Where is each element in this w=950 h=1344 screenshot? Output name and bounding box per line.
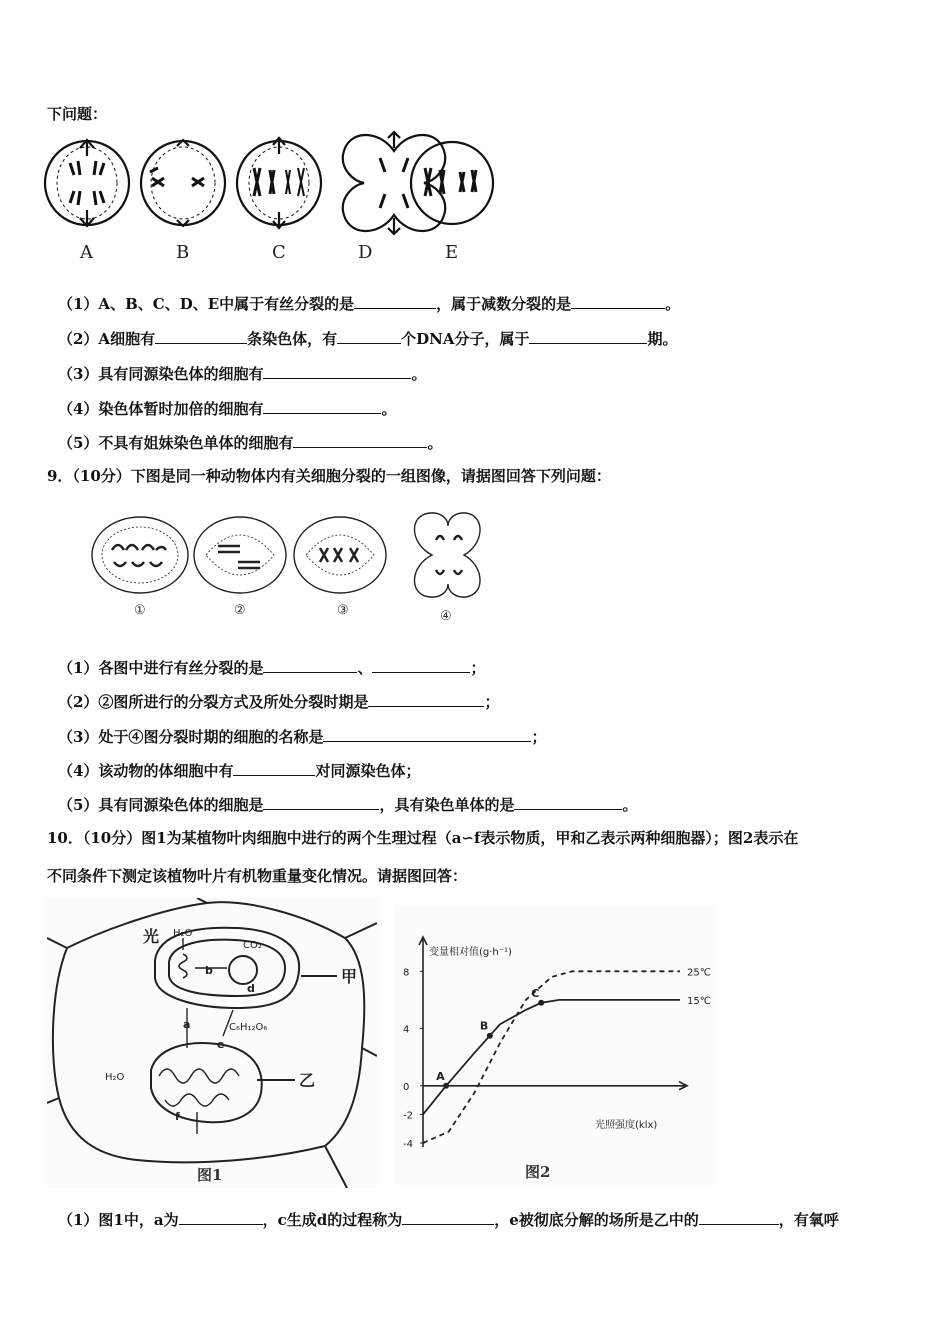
d-label: d [247, 982, 255, 995]
cell-label-b: B [176, 242, 190, 263]
answer-blank[interactable] [571, 293, 665, 309]
point-c [538, 1000, 544, 1006]
cell-label-d: D [358, 242, 373, 263]
cell-label-a: A [80, 242, 93, 263]
e-label: e [217, 1038, 225, 1051]
series-label: 25℃ [687, 967, 711, 979]
cell-label-2: ② [234, 603, 246, 618]
answer-blank[interactable] [293, 432, 427, 448]
y-axis-label: 变量相对值(g·h⁻¹) [429, 947, 512, 958]
q8-sub2: （2）A细胞有 条染色体，有 个DNA分子，属于 期。 [58, 330, 678, 348]
q9-title: 9．（10分）下图是同一种动物体内有关细胞分裂的一组图像，请据图回答下列问题： [47, 467, 611, 485]
answer-blank[interactable] [699, 1209, 779, 1225]
figure-2-chart [395, 905, 713, 1185]
answer-blank[interactable] [263, 398, 381, 414]
q8-sub4: （4）染色体暂时加倍的细胞有 。 [58, 400, 397, 418]
co2-label: CO₂ [243, 940, 262, 951]
answer-blank[interactable] [323, 726, 531, 742]
intro-text: 下问题： [47, 105, 108, 123]
q9-sub3: （3）处于④图分裂时期的细胞的名称是 ； [58, 728, 547, 746]
point-b [487, 1033, 493, 1039]
answer-blank[interactable] [263, 794, 379, 810]
answer-blank[interactable] [233, 760, 315, 776]
q8-sub1: （1）A、B、C、D、E中属于有丝分裂的是 ，属于减数分裂的是 。 [58, 295, 681, 313]
answer-blank[interactable] [179, 1209, 263, 1225]
answer-blank[interactable] [368, 691, 484, 707]
cell-a [45, 140, 129, 226]
point-label: B [479, 1019, 489, 1033]
answer-blank[interactable] [529, 328, 647, 344]
q9-sub2: （2）②图所进行的分裂方式及所处分裂时期是 ； [58, 693, 500, 711]
q10-sub1: （1）图1中，a为 ，c生成d的过程称为 ，e被彻底分解的场所是乙中的 ，有氧呼 [58, 1211, 839, 1229]
q9-cell-figure [88, 510, 488, 628]
answer-blank[interactable] [337, 328, 401, 344]
q8-sub5: （5）不具有姐妹染色单体的细胞有 。 [58, 434, 443, 452]
y-tick-label: -2 [403, 1110, 413, 1122]
chart-title: 图2 [525, 1163, 551, 1181]
q9-sub4: （4）该动物的体细胞中有 对同源染色体； [58, 762, 421, 780]
y-tick-label: -4 [403, 1139, 413, 1150]
cell-label-c: C [272, 242, 286, 263]
answer-blank[interactable] [263, 363, 411, 379]
cell-e [411, 142, 493, 224]
h2o-left-label: H₂O [105, 1072, 125, 1083]
jia-label: 甲 [341, 967, 358, 986]
cell-label-4: ④ [440, 609, 452, 624]
cell-b [141, 140, 225, 226]
point-label: C [531, 986, 540, 1000]
glucose-label: C₆H₁₂O₆ [229, 1022, 268, 1033]
a-label: a [183, 1018, 191, 1031]
q8-sub3: （3）具有同源染色体的细胞有 。 [58, 365, 427, 383]
q10-title-line1: 10．（10分）图1为某植物叶肉细胞中进行的两个生理过程（a∽f表示物质，甲和乙表示两种细胞器）；图2表示在 [47, 829, 799, 847]
cell-label-e: E [445, 242, 459, 263]
cell-label-3: ③ [337, 603, 349, 618]
series-label: 15℃ [687, 995, 711, 1007]
answer-blank[interactable] [402, 1209, 494, 1225]
answer-blank[interactable] [372, 657, 470, 673]
x-axis-label: 光照强度(klx) [595, 1119, 658, 1131]
q10-title-line2: 不同条件下测定该植物叶片有机物重量变化情况。请据图回答： [47, 867, 468, 885]
answer-blank[interactable] [514, 794, 622, 810]
light-label: 光 [143, 927, 160, 946]
q9-sub5: （5）具有同源染色体的细胞是 ，具有染色单体的是 。 [58, 796, 638, 814]
cell-label-1: ① [134, 603, 146, 618]
y-tick-label: 8 [403, 967, 410, 979]
figure-1-leaf-cell [47, 898, 377, 1188]
point-label: A [436, 1069, 445, 1083]
yi-label: 乙 [299, 1071, 316, 1090]
figure-1-caption: 图1 [197, 1166, 223, 1184]
h2o-top-label: H₂O [173, 928, 193, 939]
answer-blank[interactable] [354, 293, 436, 309]
point-a [443, 1083, 449, 1089]
answer-blank[interactable] [263, 657, 357, 673]
b-label: b [205, 964, 213, 977]
f-label: f [175, 1110, 180, 1123]
y-tick-label: 4 [403, 1024, 410, 1036]
y-tick-label: 0 [403, 1081, 410, 1093]
answer-blank[interactable] [155, 328, 247, 344]
q9-sub1: （1）各图中进行有丝分裂的是 、 ； [58, 659, 486, 677]
cell-c [237, 138, 321, 228]
q8-cell-figure [40, 128, 510, 268]
